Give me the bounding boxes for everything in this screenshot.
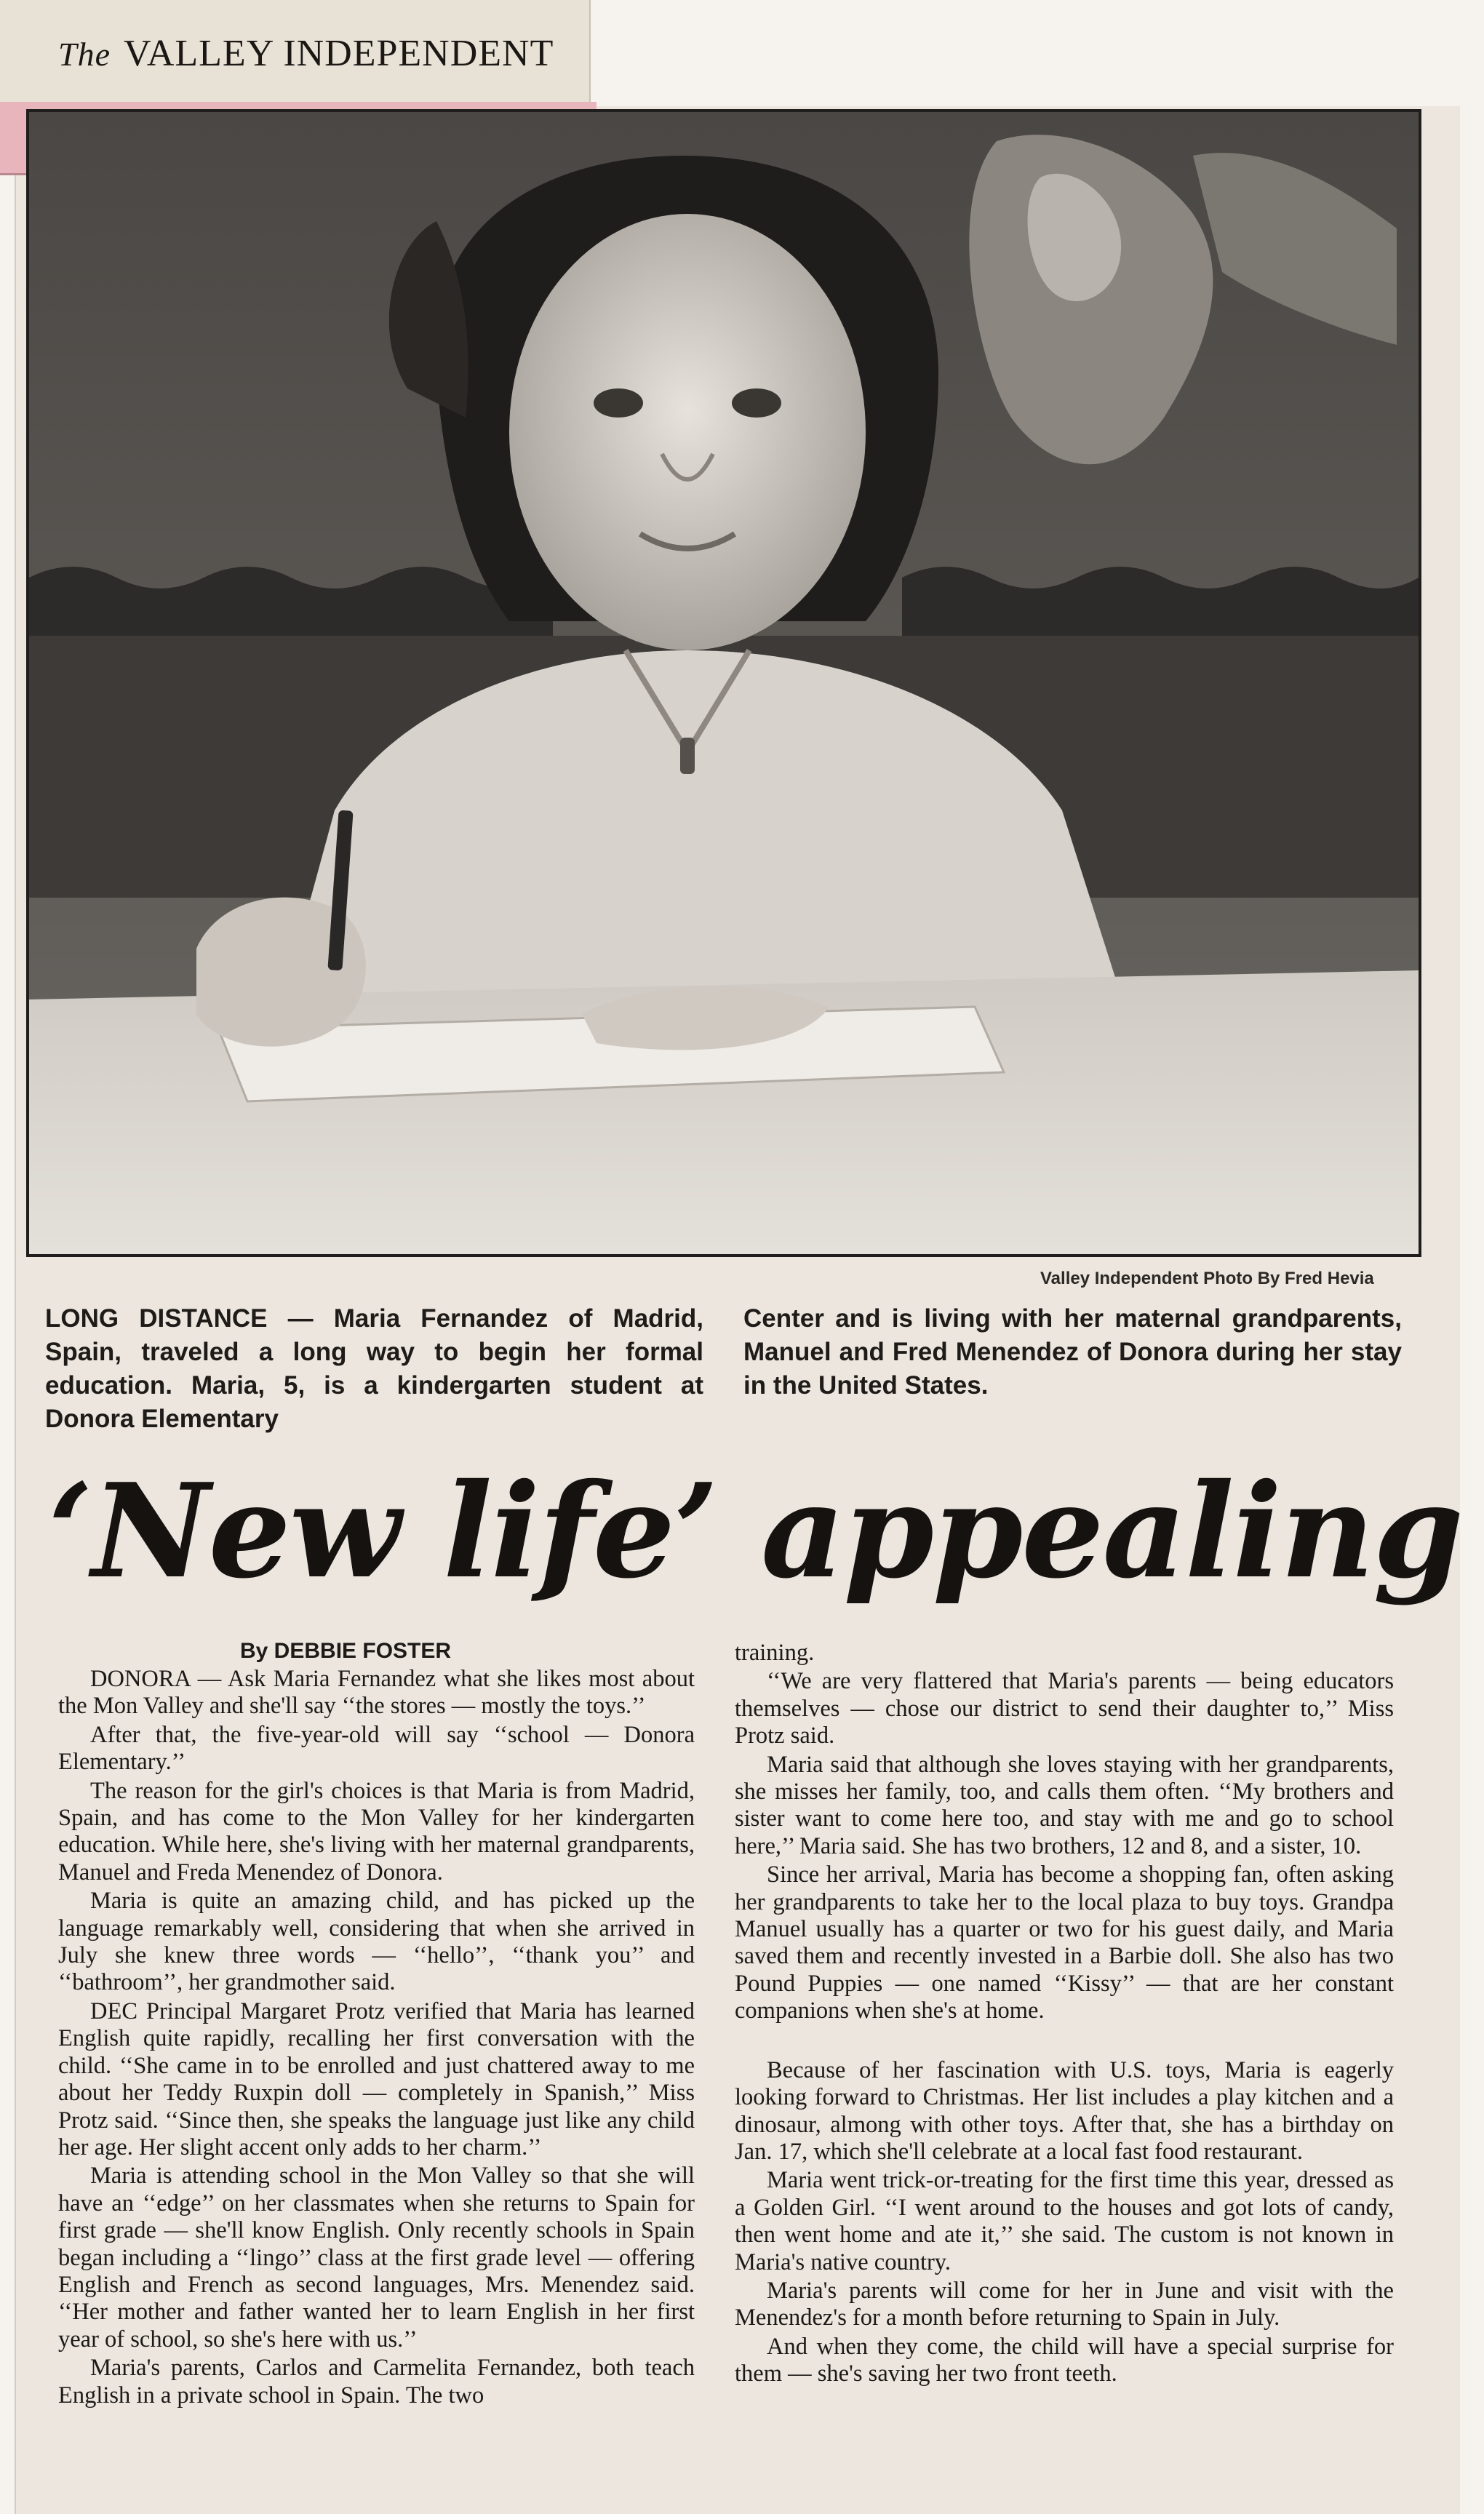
paragraph: Maria is attending school in the Mon Valley so that she will have an ‘‘edge’’ on her classmates when she returns to Spain for first grade — she'll know English. Only recently schools in Spain began including a ‘‘lingo’’ class at the first grade level — offering English and French as second languages, Mrs. Menendez said. ‘‘Her mother and father wanted her to learn English in her first year of school, so she's here with us.’’: [58, 2163, 695, 2353]
masthead-prefix: The: [58, 36, 111, 73]
newspaper-masthead: [58, 32, 567, 90]
caption-right: Center and is living with her maternal grandparents, Manuel and Fred Menendez of Donora during her stay in the United States.: [743, 1304, 1402, 1400]
article-headline: ‘New life’ appealing: [48, 1455, 1463, 1607]
paragraph: Since her arrival, Maria has become a shopping fan, often asking her grandparents to take her to the local plaza to buy toys. Grandpa Manuel usually has a quarter or two for his guest daily, and Maria saved them and recently invested in a Barbie doll. She also has two Pound Puppies — one named ‘‘Kissy’’ — that are her constant companions when she's at home.: [735, 1861, 1394, 2024]
caption-left: LONG DISTANCE — Maria Fernandez of Madrid, Spain, traveled a long way to begin her formal education. Maria, 5, is a kindergarten student at Donora Elementary: [45, 1304, 703, 1433]
paragraph: DEC Principal Margaret Protz verified that Maria has learned English quite rapidly, recalling her first conversation with the child. ‘‘She came in to be enrolled and just chattered away to me about her Teddy Ruxpin doll — completely in Spanish,’’ Miss Protz said. ‘‘Since then, she speaks the language just like any child her age. Her slight accent only adds to her charm.’’: [58, 1998, 695, 2160]
article-byline: By DEBBIE FOSTER: [240, 1639, 452, 1663]
paragraph: After that, the five-year-old will say ‘‘school — Donora Elementary.’’: [58, 1721, 695, 1776]
article-column-left: [58, 1666, 695, 2514]
paragraph: The reason for the girl's choices is that Maria is from Madrid, Spain, and has come to the Mon Valley for her kindergarten education. While here, she's living with her maternal grandparents, Manuel and Freda Menendez of Donora.: [58, 1777, 695, 1886]
paragraph: Maria's parents, Carlos and Carmelita Fernandez, both teach English in a private school in Spain. The two: [58, 2355, 695, 2409]
masthead-name: VALLEY INDEPENDENT: [124, 33, 554, 74]
photo-illustration: [29, 112, 1419, 1254]
paragraph: Maria is quite an amazing child, and has picked up the language remarkably well, considering that when she arrived in July she knew three words — ‘‘hello’’, ‘‘thank you’’ and ‘‘bathroom’’, her grandmother said.: [58, 1888, 695, 1996]
paragraph: Maria went trick-or-treating for the first time this year, dressed as a Golden Girl. ‘‘I went around to the houses and got lots of candy, then went home and ate it,’’ she said. The custom is not known in Maria's native country.: [735, 2167, 1394, 2275]
paragraph: training.: [735, 1640, 815, 1666]
paragraph: Because of her fascination with U.S. toys, Maria is eagerly looking forward to Christmas. Her list includes a play kitchen and a dinosaur, almong with other toys. After that, she has a birthday on Jan. 17, which she'll celebrate at a local fast food restaurant.: [735, 2056, 1394, 2165]
paragraph: And when they come, the child will have a special surprise for them — she's saving her two front teeth.: [735, 2333, 1394, 2387]
paragraph: ‘‘We are very flattered that Maria's parents — being educators themselves — chose our district to send their daughter to,’’ Miss Protz said.: [735, 1668, 1394, 1749]
paragraph: Maria said that although she loves staying with her grandparents, she misses her family, too, and calls them often. ‘‘My brothers and sister want to come here too, and stay with me and go to school here,’’ Maria said. She has two brothers, 12 and 8, and a sister, 10.: [735, 1751, 1394, 1859]
photo-credit: Valley Independent Photo By Fred Hevia: [1040, 1269, 1374, 1288]
article-column-right: [735, 1640, 1394, 2514]
article-photo: [26, 109, 1421, 1257]
paragraph: DONORA — Ask Maria Fernandez what she likes most about the Mon Valley and she'll say ‘‘the stores — mostly the toys.’’: [58, 1666, 695, 1720]
paragraph: Maria's parents will come for her in June and visit with the Menendez's for a month before returning to Spain in July.: [735, 2277, 1394, 2331]
